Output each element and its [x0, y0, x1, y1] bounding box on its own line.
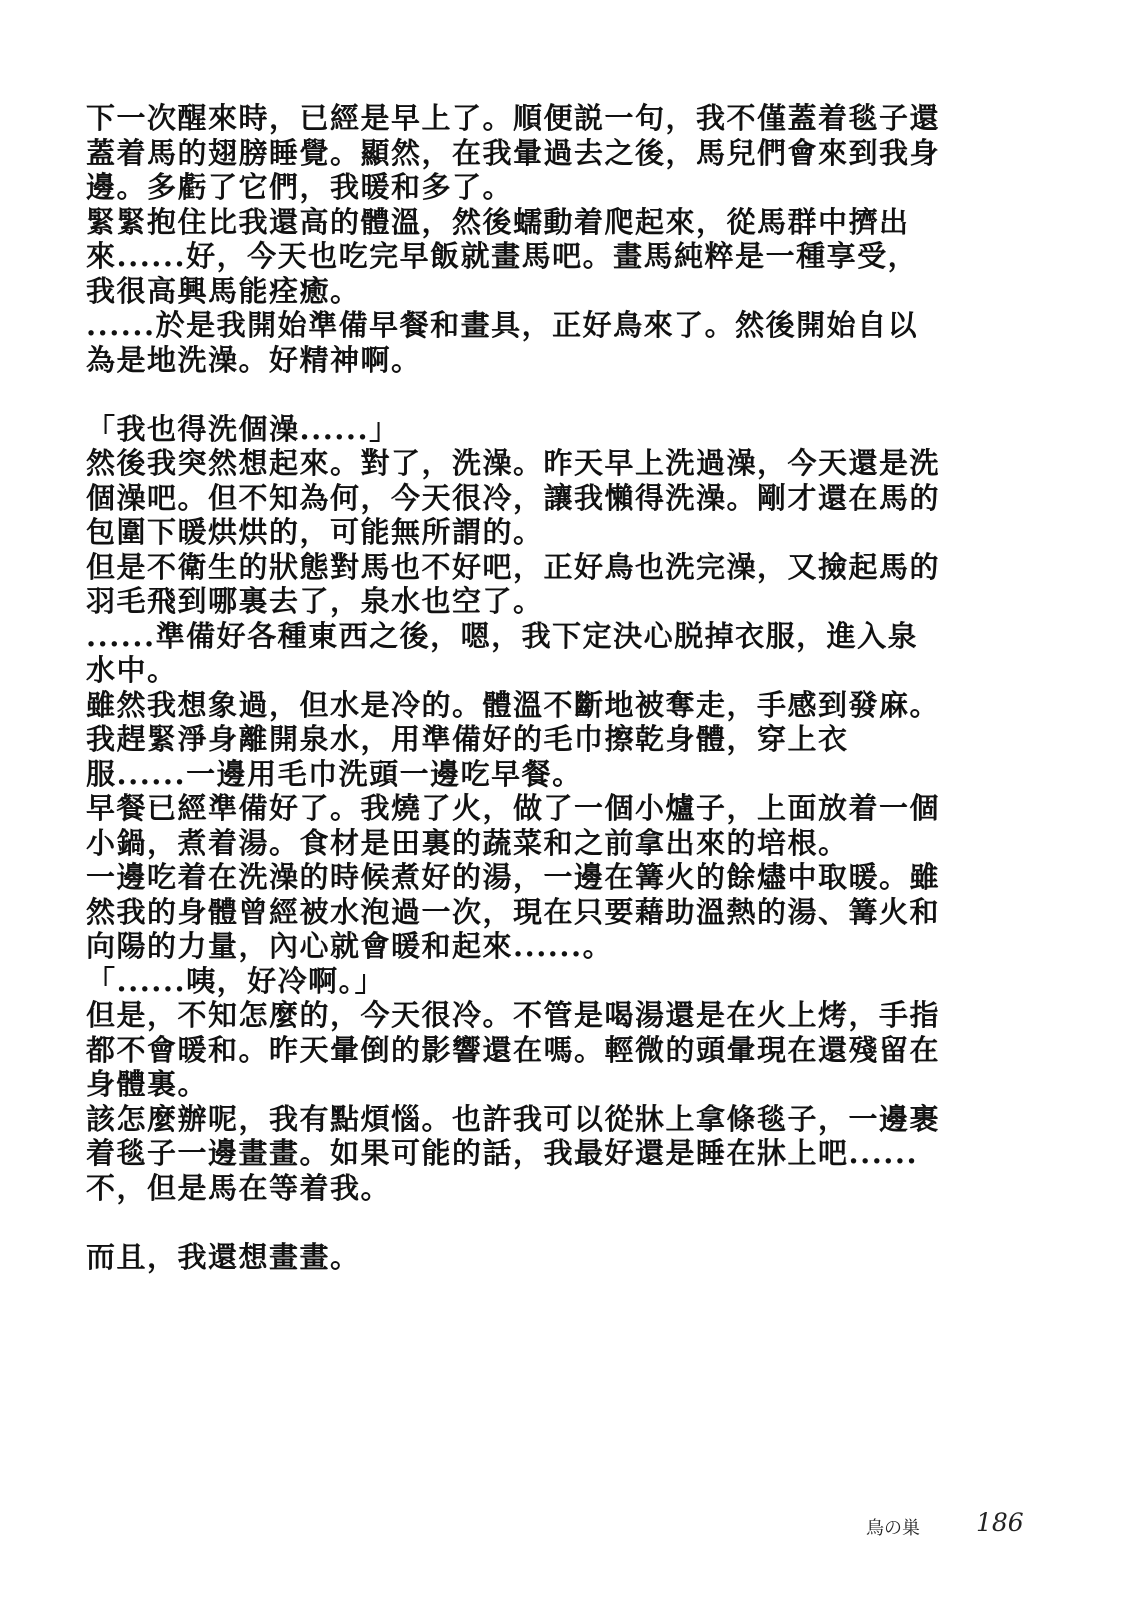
text-line: 然我的身體曾經被水泡過一次，現在只要藉助溫熱的湯、篝火和 [86, 894, 941, 929]
text-line: 為是地洗澡。好精神啊。 [86, 342, 422, 377]
text-line: 包圍下暖烘烘的，可能無所謂的。 [86, 515, 544, 549]
text-line: ......準備好各種東西之後，嗯，我下定決心脱掉衣服，進入泉 [86, 618, 919, 653]
text-line: 邊。多虧了它們，我暖和多了。 [86, 170, 514, 204]
text-line: 然後我突然想起來。對了，洗澡。昨天早上洗過澡，今天還是洗 [86, 446, 941, 480]
body-text [86, 101, 1026, 1274]
text-line: 該怎麼辦呢，我有點煩惱。也許我可以從牀上拿條毯子，一邊裹 [86, 1101, 941, 1136]
text-line: 水中。 [86, 653, 178, 687]
text-line: 「我也得洗個澡......」 [86, 411, 400, 446]
blank-line [86, 1205, 1026, 1240]
text-line: 蓋着馬的翅膀睡覺。顯然，在我暈過去之後，馬兒們會來到我身 [86, 135, 941, 170]
text-line: 早餐已經準備好了。我燒了火，做了一個小爐子，上面放着一個 [86, 791, 941, 825]
text-line: 羽毛飛到哪裏去了，泉水也空了。 [86, 584, 544, 618]
page-footer [0, 1508, 1125, 1548]
blank-line [86, 377, 1026, 412]
text-line: 來......好，今天也吃完早飯就畫馬吧。畫馬純粹是一種享受， [86, 239, 919, 273]
text-line: 「......咦，好冷啊。」 [86, 963, 386, 998]
text-line: ......於是我開始準備早餐和畫具，正好鳥來了。然後開始自以 [86, 308, 919, 342]
text-line: 緊緊抱住比我還高的體溫，然後蠕動着爬起來，從馬群中擠出 [86, 204, 910, 239]
text-line: 下一次醒來時，已經是早上了。順便説一句，我不僅蓋着毯子還 [86, 101, 941, 135]
text-line: 着毯子一邊畫畫。如果可能的話，我最好還是睡在牀上吧...... [86, 1136, 919, 1170]
page-number: 186 [976, 1508, 1024, 1537]
text-line: 雖然我想象過，但水是冷的。體溫不斷地被奪走，手感到發麻。 [86, 687, 941, 722]
text-line: 服......一邊用毛巾洗頭一邊吃早餐。 [86, 756, 583, 791]
text-line: 都不會暖和。昨天暈倒的影響還在嗎。輕微的頭暈現在還殘留在 [86, 1032, 941, 1067]
text-line: 我很高興馬能痊癒。 [86, 273, 361, 308]
text-line: 但是，不知怎麼的，今天很冷。不管是喝湯還是在火上烤，手指 [86, 998, 941, 1032]
text-line: 不，但是馬在等着我。 [86, 1170, 392, 1205]
text-line: 向陽的力量，內心就會暖和起來......。 [86, 929, 614, 963]
book-title: 鳥の巣 [866, 1518, 920, 1539]
text-line: 而且，我還想畫畫。 [86, 1239, 361, 1274]
text-line: 個澡吧。但不知為何，今天很冷，讓我懶得洗澡。剛才還在馬的 [86, 480, 941, 515]
text-line: 小鍋，煮着湯。食材是田裏的蔬菜和之前拿出來的培根。 [86, 825, 849, 860]
text-line: 一邊吃着在洗澡的時候煮好的湯，一邊在篝火的餘燼中取暖。雖 [86, 860, 941, 894]
text-line: 但是不衛生的狀態對馬也不好吧，正好鳥也洗完澡，又撿起馬的 [86, 549, 941, 584]
text-line: 我趕緊淨身離開泉水，用準備好的毛巾擦乾身體，穿上衣 [86, 722, 849, 756]
text-line: 身體裏。 [86, 1067, 209, 1101]
